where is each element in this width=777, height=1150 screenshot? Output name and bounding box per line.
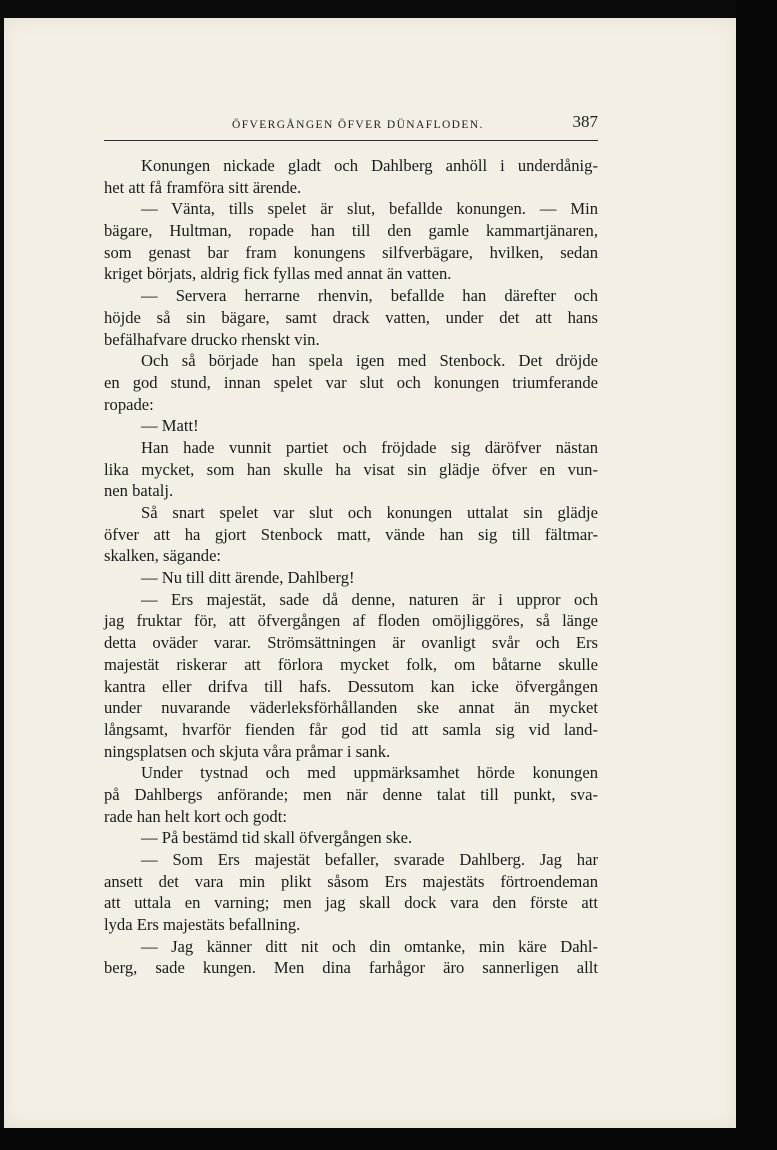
text-line: som genast bar fram konungens silfverbägare, hvilken, sedan (104, 242, 598, 262)
text-line: befälhafvare drucko rhenskt vin. (104, 329, 320, 349)
text-line: majestät riskerar att förlora mycket folk, om båtarne skulle (104, 654, 598, 674)
text-line: — Servera herrarne rhenvin, befallde han därefter och (141, 286, 598, 306)
text-line: Konungen nickade gladt och Dahlberg anhöll i underdånig- (141, 156, 598, 175)
text-line: en god stund, innan spelet var slut och konungen triumferande (104, 372, 598, 392)
text-line: lyda Ers majestäts befallning. (104, 915, 301, 935)
page-number: 387 (572, 112, 598, 131)
text-line: nen batalj. (104, 481, 174, 501)
text-line: kantra eller drifva till hafs. Dessutom kan icke öfvergången (104, 676, 598, 696)
text-line: berg, sade kungen. Men dina farhågor äro sannerligen allt (104, 958, 598, 978)
text-line: ansett det vara min plikt såsom Ers majestäts förtroendeman (104, 871, 598, 891)
text-line: öfver att ha gjort Stenbock matt, vände han sig till fältmar- (104, 524, 598, 544)
text-line: under nuvarande väderleksförhållanden ske annat än mycket (104, 698, 598, 718)
body-text (104, 155, 598, 979)
text-line: detta oväder varar. Strömsättningen är ovanligt svår och Ers (104, 633, 598, 653)
scan-border-right (736, 0, 777, 1150)
text-line: på Dahlbergs anförande; men när denne talat till punkt, sva- (104, 784, 598, 804)
page-header (104, 100, 598, 141)
text-line: — Jag känner ditt nit och din omtanke, min käre Dahl- (141, 936, 598, 956)
text-line: het att få framföra sitt ärende. (104, 177, 302, 197)
scan-border-bottom (0, 1128, 777, 1150)
text-line: skalken, sägande: (104, 546, 222, 566)
text-line: — Som Ers majestät befaller, svarade Dahlberg. Jag har (141, 850, 598, 869)
text-line: höjde så sin bägare, samt drack vatten, under det att hans (104, 307, 598, 327)
text-line: ropade: (104, 394, 154, 414)
text-line: rade han helt kort och godt: (104, 806, 287, 826)
text-line: Och så började han spela igen med Stenbock. Det dröjde (141, 351, 598, 371)
text-line: kriget börjats, aldrig fick fyllas med annat än vatten. (104, 264, 452, 284)
text-line: — På bestämd tid skall öfvergången ske. (141, 828, 413, 848)
text-line: jag fruktar för, att öfvergången af floden omöjliggöres, så länge (104, 611, 598, 631)
running-head: ÖFVERGÅNGEN ÖFVER DÜNAFLODEN. (232, 119, 484, 131)
text-line: — Nu till ditt ärende, Dahlberg! (141, 568, 355, 588)
text-line: lika mycket, som han skulle ha visat sin glädje öfver en vun- (104, 459, 598, 479)
text-line: långsamt, hvarför fienden får god tid att samla sig vid land- (104, 719, 598, 739)
text-line: Så snart spelet var slut och konungen uttalat sin glädje (141, 503, 598, 522)
text-line: — Vänta, tills spelet är slut, befallde konungen. — Min (141, 199, 598, 219)
text-line: — Matt! (141, 416, 199, 436)
text-line: bägare, Hultman, ropade han till den gamle kammartjänaren, (104, 221, 598, 241)
text-line: Han hade vunnit partiet och fröjdade sig däröfver nästan (141, 437, 598, 457)
text-line: — Ers majestät, sade då denne, naturen är i uppror och (141, 589, 598, 609)
text-line: Under tystnad och med uppmärksamhet hörde konungen (141, 763, 598, 783)
text-line: ningsplatsen och skjuta våra pråmar i sank. (104, 741, 391, 761)
text-line: att uttala en varning; men jag skall dock vara den förste att (104, 893, 598, 913)
